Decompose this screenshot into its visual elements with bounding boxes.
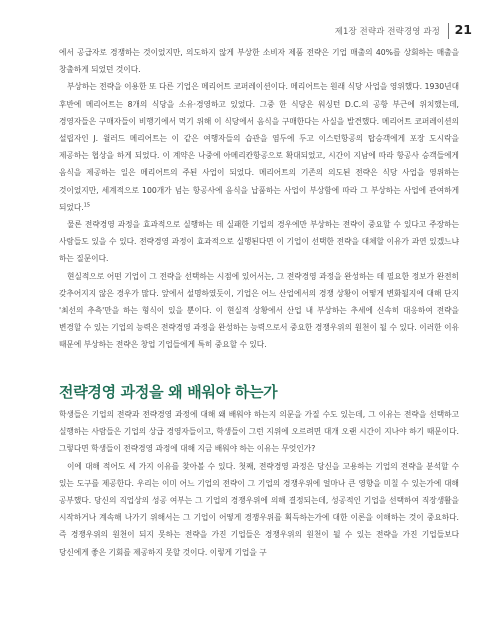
paragraph-3 (59, 216, 459, 268)
paragraph-3-text: 물론 전략경영 과정을 효과적으로 실행하는 데 실패한 기업의 경우에만 부상하는 전략이 중요할 수 있다고 주장하는 사람들도 있을 수 있다. 전략경영 과정이 효과적으로 실행된다면 이 기업이 선택한 전략을 대체할 이유가 과연 있겠느냐 하는 질문이다. (59, 220, 459, 264)
paragraph-2-text: 부상하는 전략을 이용한 또 다른 기업은 메리어트 코퍼레이션이다. 메리어트는 원래 식당 사업을 영위했다. 1930년대 후반에 메리어트는 8개의 식당을 소유·경영하고 있었다. 그중 한 식당은 워싱턴 D.C.의 공항 부근에 위치했는데, 경영자들은 구매자들이 비행기에서 먹기 위해 이 식당에서 음식을 구매한다는 사실을 발견했다. 메리어트 코퍼레이션의 설립자인 J. 윌러드 메리어트는 이 같은 여행자들의 습관을 염두에 두고 이스턴항공의 탑승객에게 포장 도시락을 제공하는 협상을 하게 되었다. 이 계약은 나중에 아메리칸항공으로 확대되었고, 시간이 지남에 따라 항공사 승객들에게 음식을 제공하는 일은 메리어트의 주된 사업이 되었다. 메리어트의 기존의 의도된 전략은 식당 사업을 영위하는 것이었지만, 세계적으로 100개가 넘는 항공사에 음식을 납품하는 사업이 부상함에 따라 그 부상하는 사업에 관여하게 되었다. (59, 82, 459, 212)
paragraph-2 (59, 78, 459, 216)
paragraph-5-text: 학생들은 기업의 전략과 전략경영 과정에 대해 왜 배워야 하는지 의문을 가질 수도 있는데, 그 이유는 전략을 선택하고 실행하는 사람들은 기업의 상급 경영자들이고, 학생들이 그런 지위에 오르려면 대개 오랜 시간이 지나야 하기 때문이다. 그렇다면 학생들이 전략경영 과정에 대해 지금 배워야 하는 이유는 무엇인가? (59, 410, 459, 454)
section-heading: 전략경영 과정을 왜 배워야 하는가 (59, 383, 278, 401)
body-text-bottom (59, 406, 459, 561)
paragraph-4 (59, 268, 459, 354)
paragraph-6-text: 이에 대해 적어도 세 가지 이유를 찾아볼 수 있다. 첫째, 전략경영 과정은 당신을 고용하는 기업의 전략을 분석할 수 있는 도구를 제공한다. 우리는 이미 어느 기업의 전략이 그 기업의 경쟁우위에 얼마나 큰 영향을 미칠 수 있는가에 대해 공부했다. 당신의 직업상의 성공 여부는 그 기업의 경쟁우위에 의해 결정되는데, 성공적인 기업을 선택하여 직장생활을 시작하거나 계속해 나가기 위해서는 그 기업이 어떻게 경쟁우위를 획득하는가에 대한 이론을 이해하는 것이 중요하다. 즉 경쟁우위의 원천이 되지 못하는 전략을 가진 기업들은 경쟁우위의 원천이 될 수 있는 전략을 가진 기업들보다 당신에게 좋은 기회를 제공하지 못할 것이다. 이렇게 기업을 구 (59, 461, 459, 557)
paragraph-6 (59, 458, 459, 561)
page-number: 21 (454, 22, 472, 37)
footnote-marker: 15 (83, 202, 91, 209)
paragraph-1 (59, 44, 459, 78)
body-text-top (59, 44, 459, 354)
header-divider (448, 23, 449, 39)
running-head-title: 제1장 전략과 전략경영 과정 (334, 26, 440, 36)
paragraph-1-text: 에서 공급자로 경쟁하는 것이었지만, 의도하지 않게 부상한 소비자 제품 전략은 기업 매출의 40%를 상회하는 매출을 창출하게 되었던 것이다. (59, 48, 459, 75)
paragraph-5 (59, 406, 459, 458)
page-header (0, 23, 500, 41)
paragraph-4-text: 현실적으로 어떤 기업이 그 전략을 선택하는 시점에 있어서는, 그 전략경영 과정을 완성하는 데 필요한 정보가 완전히 갖추어지지 않은 경우가 많다. 앞에서 설명하였듯이, 기업은 어느 산업에서의 경쟁 상황이 어떻게 변화될지에 대해 단지 '최선의 추측'만을 하는 형식이 있을 뿐이다. 이 현실적 상황에서 산업 내 부상하는 추세에 신속히 대응하여 전략을 변경할 수 있는 기업의 능력은 전략경영 과정을 완성하는 능력으로서 중요한 경쟁우위의 원천이 될 수 있다. 이러한 이유 때문에 부상하는 전략은 창업 기업들에게 특히 중요할 수 있다. (59, 271, 459, 350)
